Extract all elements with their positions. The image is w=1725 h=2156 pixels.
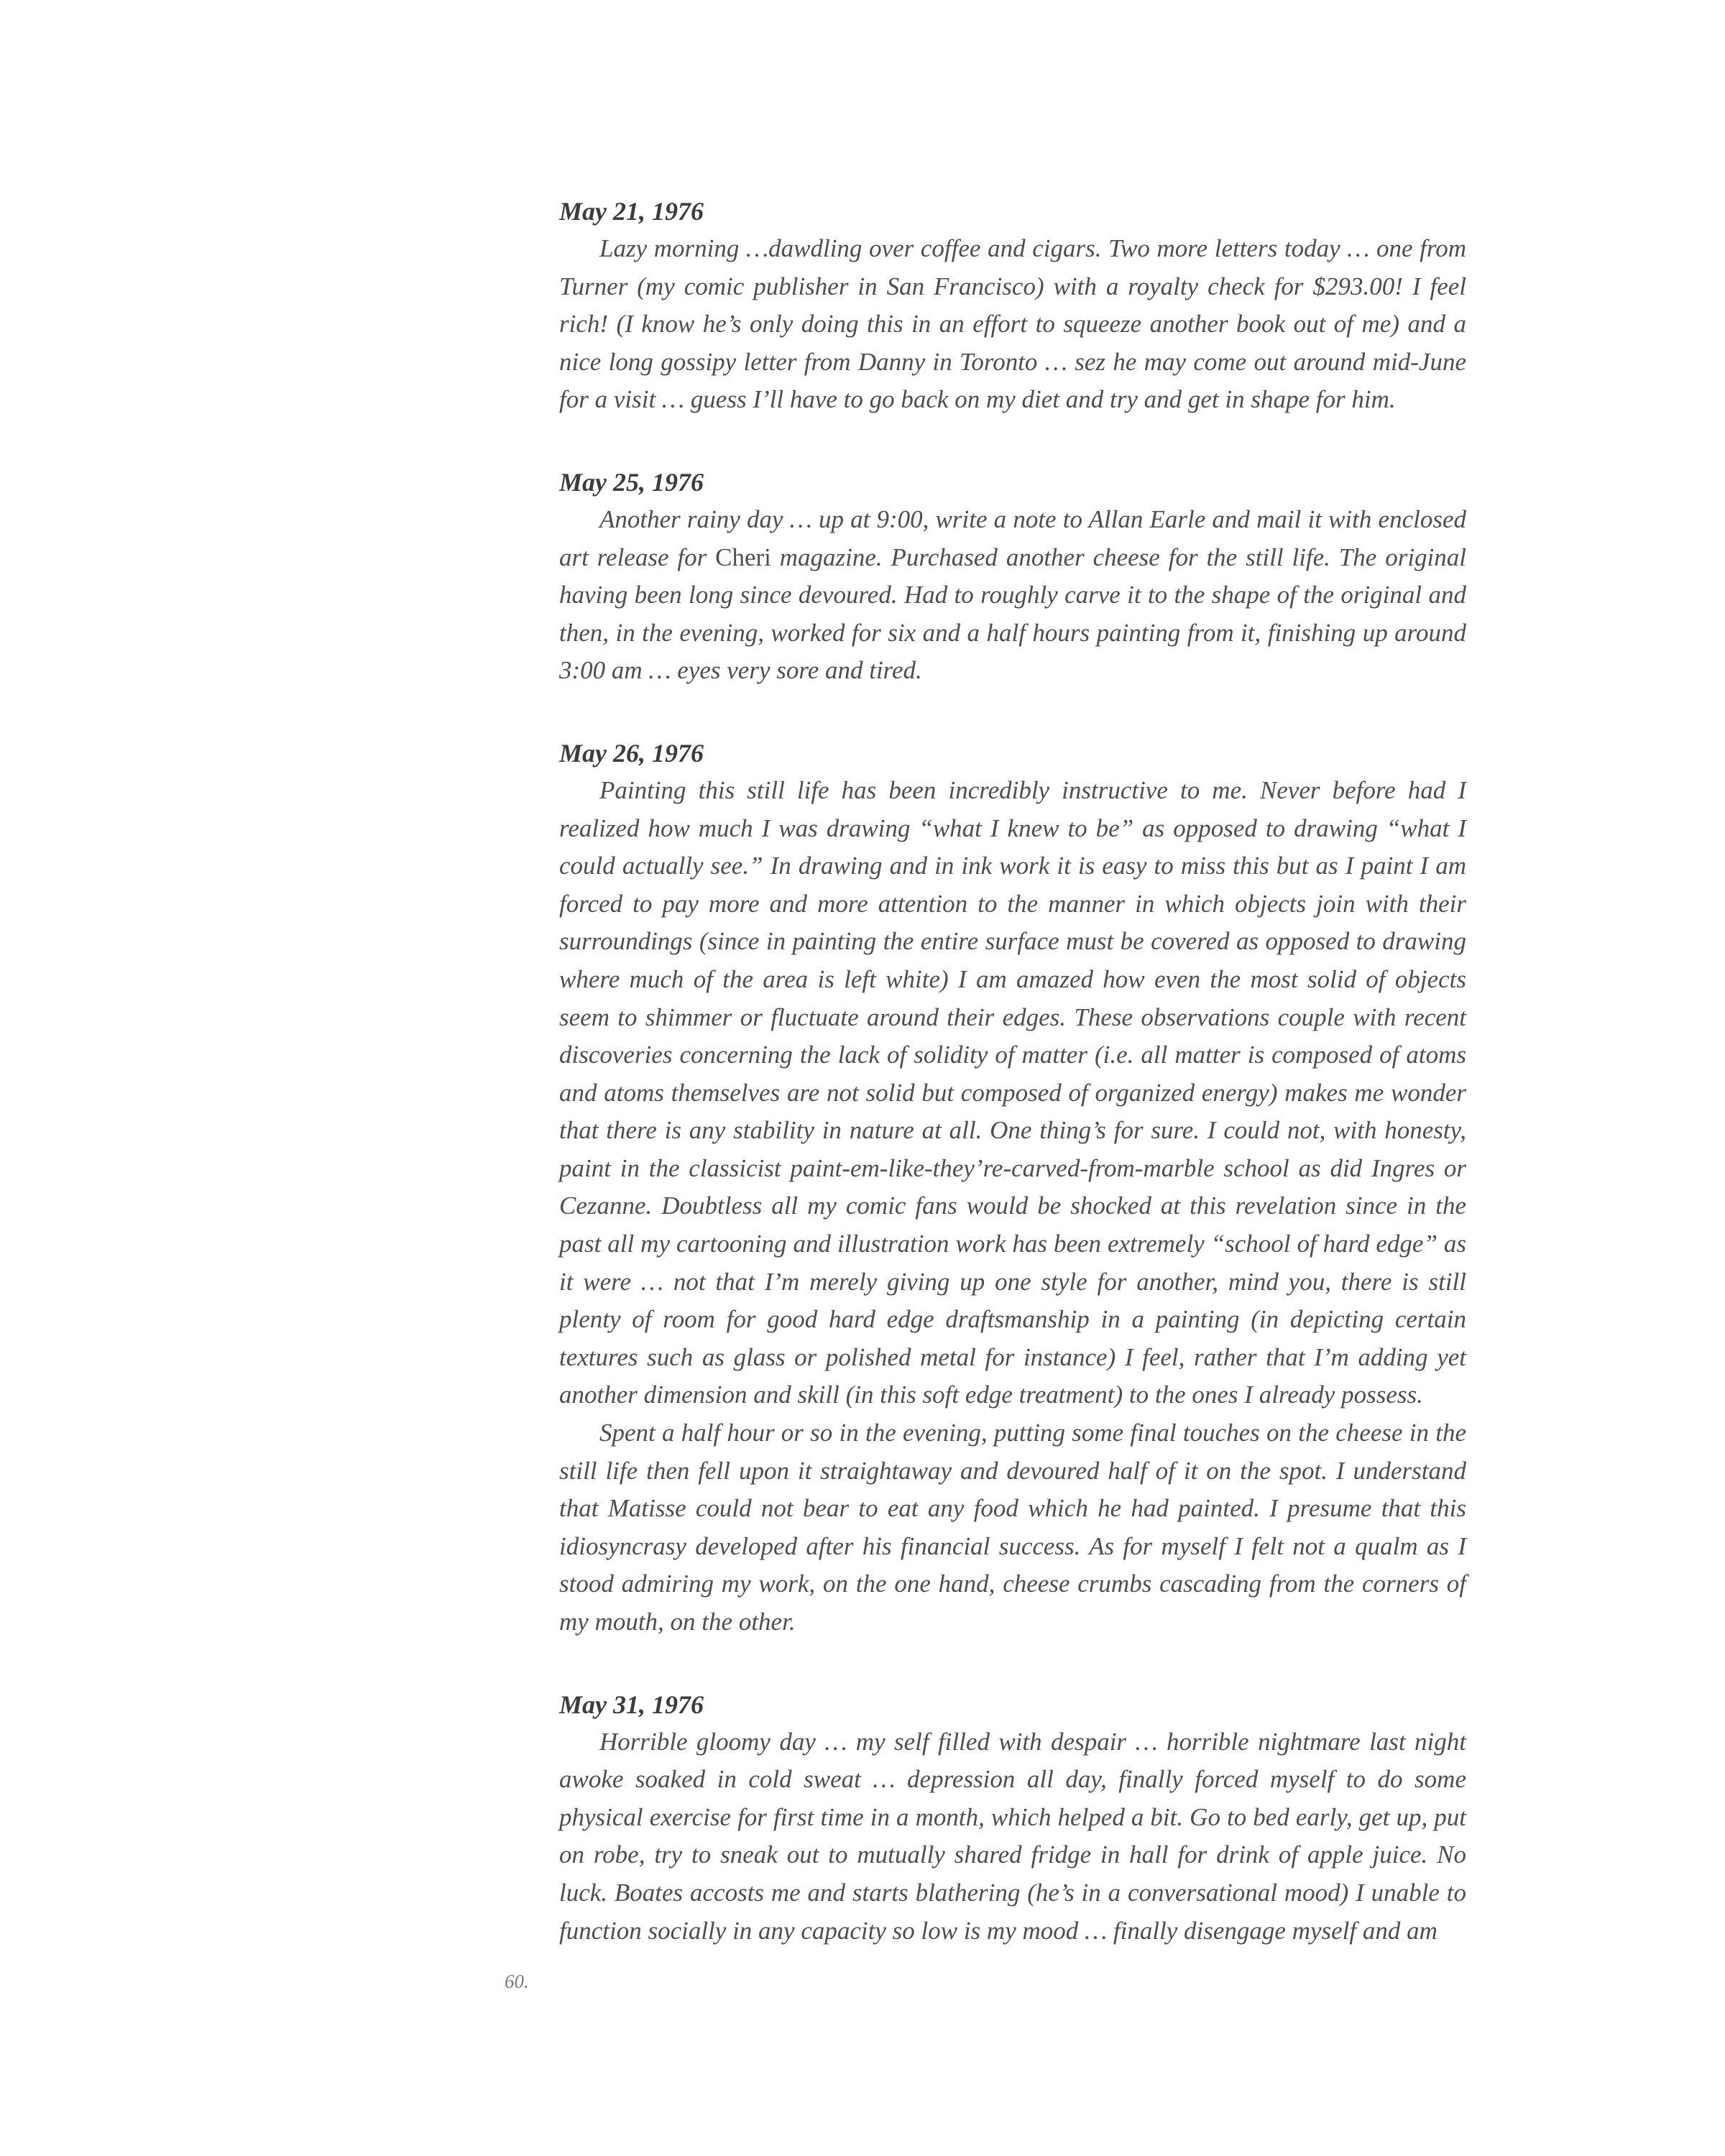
entry-date: May 26, 1976: [559, 738, 704, 768]
journal-entry-may-31: [559, 1686, 1466, 1950]
entry-paragraph: Lazy morning …dawdling over coffee and cigars. Two more letters today … one from Turner (my comic publisher in San Francisco) with a royalty check for $293.00! I feel rich! (I know he’s only doing this in an effort to squeeze another book out of me) and a nice long gossipy letter from Danny in Toronto … sez he may come out around mid-June for a visit … guess I’ll have to go back on my diet and try and get in shape for him.: [559, 234, 1466, 414]
page-number: 60.: [505, 1971, 529, 1992]
paragraph-text: magazine. Purchased another cheese for the still life. The original having been long since devoured. Had to roughly carve it to the shape of the original and then, in the evening, worked for six and a half hours painting from it, finishing up around 3:00 am … eyes very sore and tired.: [559, 543, 1466, 685]
paragraph-text: Another rainy day … up at 9:00, write a note to Allan Earle and mail it with enclosed art release for: [559, 505, 1466, 571]
entry-paragraph: Spent a half hour or so in the evening, putting some final touches on the cheese in the still life then fell upon it straightaway and devoured half of it on the spot. I understand that Matisse could not bear to eat any food which he had painted. I presume that this idiosyncrasy developed after his financial success. As for myself I felt not a qualm as I stood admiring my work, on the one hand, cheese crumbs cascading from the corners of my mouth, on the other.: [559, 1419, 1466, 1636]
page-content: [559, 193, 1466, 1994]
entry-date: May 31, 1976: [559, 1690, 704, 1719]
journal-entry-may-25: [559, 464, 1466, 690]
entry-date: May 21, 1976: [559, 197, 704, 226]
entry-paragraph: Horrible gloomy day … my self filled with despair … horrible nightmare last night awoke soaked in cold sweat … depression all day, finally forced myself to do some physical exercise for first time in a month, which helped a bit. Go to bed early, get up, put on robe, try to sneak out to mutually shared fridge in hall for drink of apple juice. No luck. Boates accosts me and starts blathering (he’s in a conversational mood) I unable to function socially in any capacity so low is my mood … finally disengage myself and am: [559, 1727, 1466, 1945]
journal-entry-may-26: [559, 734, 1466, 1641]
entry-date: May 25, 1976: [559, 467, 704, 497]
journal-entry-may-21: [559, 193, 1466, 419]
entry-paragraph: [559, 501, 1466, 690]
magazine-title: Cheri: [715, 543, 771, 571]
entry-paragraph: Painting this still life has been incredibly instructive to me. Never before had I realized how much I was drawing “what I knew to be” as opposed to drawing “what I could actually see.” In drawing and in ink work it is easy to miss this but as I paint I am forced to pay more and more attention to the manner in which objects join with their surroundings (since in painting the entire surface must be covered as opposed to drawing where much of the area is left white) I am amazed how even the most solid of objects seem to shimmer or fluctuate around their edges. These observations couple with recent discoveries concerning the lack of solidity of matter (i.e. all matter is composed of atoms and atoms themselves are not solid but composed of organized energy) makes me wonder that there is any stability in nature at all. One thing’s for sure. I could not, with honesty, paint in the classicist paint-em-like-they’re-carved-from-marble school as did Ingres or Cezanne. Doubtless all my comic fans would be shocked at this revelation since in the past all my cartooning and illustration work has been extremely “school of hard edge” as it were … not that I’m merely giving up one style for another, mind you, there is still plenty of room for good hard edge draftsmanship in a painting (in depicting certain textures such as glass or polished metal for instance) I feel, rather that I’m adding yet another dimension and skill (in this soft edge treatment) to the ones I already possess.: [559, 775, 1466, 1409]
